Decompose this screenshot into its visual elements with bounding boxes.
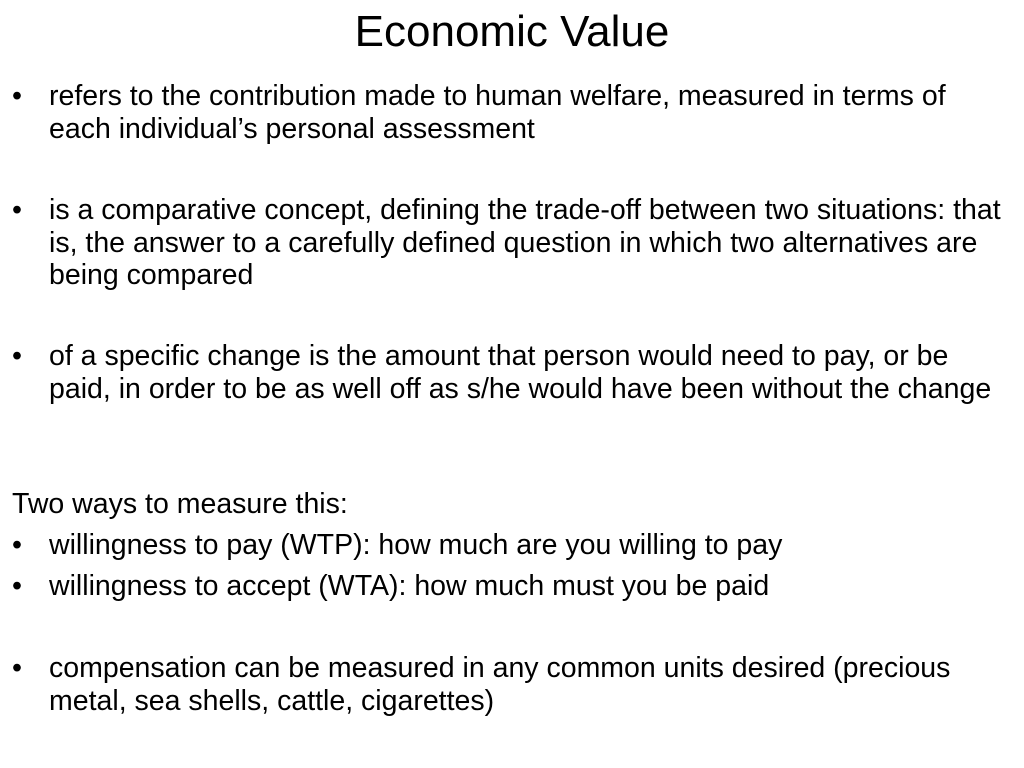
measure-bullet-wtp	[12, 529, 1012, 562]
bullet-marker: •	[12, 529, 22, 561]
measure-bullet-wta	[12, 570, 1012, 603]
definition-bullet-3	[12, 340, 1012, 405]
bullet-text: of a specific change is the amount that person would need to pay, or be paid, in order to be as well off as s/he would have been without the change	[49, 340, 992, 405]
compensation-bullet	[12, 652, 1012, 717]
bullet-marker: •	[12, 652, 22, 684]
bullet-marker: •	[12, 194, 22, 226]
bullet-text: compensation can be measured in any common units desired (precious metal, sea shells, cattle, cigarettes)	[49, 652, 951, 717]
definition-bullet-2	[12, 194, 1012, 292]
bullet-text: is a comparative concept, defining the trade-off between two situations: that is, the answer to a carefully defined question in which two alternatives are being compared	[49, 194, 1001, 291]
bullet-text: willingness to accept (WTA): how much must you be paid	[49, 570, 770, 602]
measure-heading: Two ways to measure this:	[12, 488, 348, 520]
bullet-marker: •	[12, 340, 22, 372]
definition-bullet-1	[12, 80, 1012, 145]
slide-title: Economic Value	[354, 7, 670, 56]
bullet-marker: •	[12, 570, 22, 602]
bullet-text: refers to the contribution made to human welfare, measured in terms of each individual’s personal assessment	[49, 80, 946, 145]
bullet-marker: •	[12, 80, 22, 112]
bullet-text: willingness to pay (WTP): how much are you willing to pay	[49, 529, 783, 561]
